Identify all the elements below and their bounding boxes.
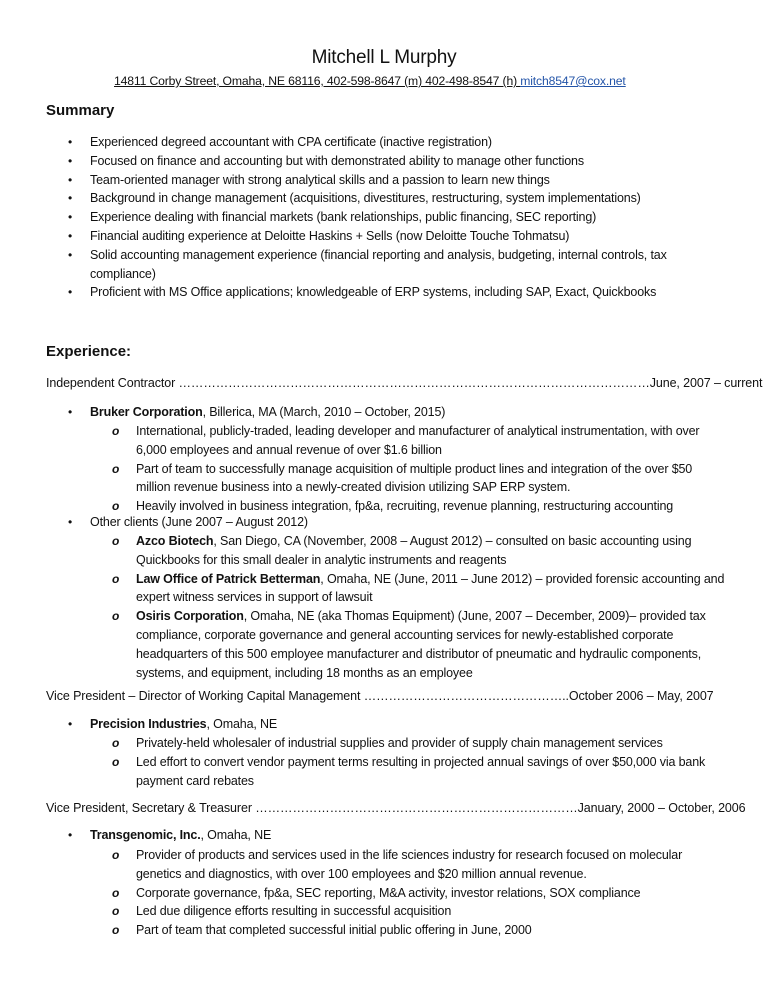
- detail-item: o Corporate governance, fp&a, SEC reporting, M&A activity, investor relations, SOX compliance: [90, 884, 726, 903]
- summary-item: • Focused on finance and accounting but with demonstrated ability to manage other functions: [46, 152, 726, 171]
- summary-item: • Experience dealing with financial markets (bank relationships, public financing, SEC reporting): [46, 208, 726, 227]
- summary-item: • Experienced degreed accountant with CPA certificate (inactive registration): [46, 133, 726, 152]
- client-entry: • Bruker Corporation, Billerica, MA (March, 2010 – October, 2015): [46, 403, 726, 422]
- company-entry: • Transgenomic, Inc., Omaha, NE: [46, 826, 726, 845]
- company-details: [90, 734, 726, 790]
- sub-bullet-icon: o: [112, 754, 120, 769]
- bullet-icon: •: [68, 247, 73, 262]
- company-name: Bruker Corporation: [90, 405, 203, 419]
- sub-bullet-icon: o: [112, 923, 120, 938]
- sub-bullet-icon: o: [112, 461, 120, 476]
- summary-list: [46, 133, 726, 302]
- summary-item: • Proficient with MS Office applications; knowledgeable of ERP systems, including SAP, Exact, Quickbooks: [46, 283, 726, 302]
- bullet-icon: •: [68, 135, 73, 149]
- detail-item: o Osiris Corporation, Omaha, NE (aka Thomas Equipment) (June, 2007 – December, 2009)– provided tax compliance, corporate governance and general accounting services for newly-established corporate headquarters of this 500 employee manufacturer and distributor of pneumatic and hydraulic components, systems, and equipment, including 18 months as an employee: [112, 609, 706, 680]
- company-name: Precision Industries: [90, 717, 207, 731]
- detail-item: o Part of team that completed successful initial public offering in June, 2000: [90, 921, 726, 940]
- bullet-icon: •: [68, 172, 73, 187]
- detail-item: o Provider of products and services used in the life sciences industry for research focused on molecular genetics and diagnostics, with over 100 employees and $20 million annual revenue.: [112, 848, 683, 881]
- bullet-icon: •: [68, 210, 73, 225]
- company-details: [90, 846, 726, 940]
- detail-item: o Azco Biotech, San Diego, CA (November, 2008 – August 2012) – consulted on basic accounting using Quickbooks for this small dealer in analytic instruments and reagents: [112, 534, 692, 567]
- detail-item: o Led effort to convert vendor payment terms resulting in projected annual savings of over $50,000 via bank payment card rebates: [112, 754, 706, 788]
- company-name: Azco Biotech: [136, 534, 214, 548]
- detail-item: o Heavily involved in business integration, fp&a, recruiting, revenue planning, restructuring accounting: [90, 497, 726, 516]
- job-title-line: Vice President, Secretary & Treasurer ……………………………………………………………………January, 2000 – October, 2006: [46, 801, 746, 815]
- bullet-icon: •: [68, 515, 73, 529]
- experience-heading: Experience:: [46, 343, 132, 360]
- job-title-line: Vice President – Director of Working Capital Management …………………………………………..October 2006 – May, 2007: [46, 689, 714, 703]
- sub-bullet-icon: o: [112, 609, 120, 624]
- company-name: Osiris Corporation: [136, 609, 244, 624]
- detail-item: o Law Office of Patrick Betterman, Omaha, NE (June, 2011 – June 2012) – provided forensic accounting and expert witness services in support of lawsuit: [112, 571, 725, 605]
- detail-item: o Led due diligence efforts resulting in successful acquisition: [90, 902, 726, 921]
- bullet-icon: •: [68, 191, 73, 206]
- bullet-icon: •: [68, 828, 73, 842]
- company-entry: • Precision Industries, Omaha, NE: [46, 715, 726, 734]
- sub-bullet-icon: o: [112, 736, 120, 750]
- summary-heading: Summary: [46, 102, 115, 119]
- client-entry: • Other clients (June 2007 – August 2012): [46, 513, 726, 532]
- detail-item: o International, publicly-traded, leading developer and manufacturer of analytical instrumentation, with over 6,000 employees and annual revenue of over $1.6 billion: [112, 424, 700, 457]
- bullet-icon: •: [68, 285, 73, 300]
- email-link[interactable]: mitch8547@cox.net: [520, 74, 626, 88]
- detail-item: o Part of team to successfully manage acquisition of multiple product lines and integration of the over $50 million revenue business into a newly-created division utilizing SAP ERP system.: [112, 461, 693, 495]
- contact-line: [114, 73, 734, 89]
- bullet-icon: •: [68, 153, 73, 168]
- sub-bullet-icon: o: [112, 885, 120, 900]
- company-name: Law Office of Patrick Betterman: [136, 571, 321, 586]
- sub-bullet-icon: o: [112, 848, 120, 862]
- sub-bullet-icon: o: [112, 424, 120, 438]
- sub-bullet-icon: o: [112, 904, 120, 919]
- job-title-line: Independent Contractor ……………………………………………………………………………………………………June, 2007 – current: [46, 376, 763, 390]
- bullet-icon: •: [68, 717, 73, 731]
- contact-address-phones: 14811 Corby Street, Omaha, NE 68116, 402-598-8647 (m) 402-498-8547 (h): [114, 74, 521, 88]
- summary-item: • Financial auditing experience at Deloitte Haskins + Sells (now Deloitte Touche Tohmatsu): [46, 227, 726, 246]
- sub-bullet-icon: o: [112, 534, 120, 548]
- bullet-icon: •: [68, 228, 73, 243]
- summary-item: • Background in change management (acquisitions, divestitures, restructuring, system implementations): [46, 189, 726, 208]
- summary-item: • Team-oriented manager with strong analytical skills and a passion to learn new things: [46, 171, 726, 190]
- detail-item: o Privately-held wholesaler of industrial supplies and provider of supply chain management services: [90, 734, 726, 753]
- candidate-name: Mitchell L Murphy: [311, 47, 457, 68]
- client-details: [90, 532, 726, 682]
- sub-bullet-icon: o: [112, 499, 120, 514]
- bullet-icon: •: [68, 405, 73, 419]
- summary-item: • Solid accounting management experience (financial reporting and analysis, budgeting, internal controls, tax compliance): [68, 247, 667, 281]
- sub-bullet-icon: o: [112, 571, 120, 586]
- company-name: Transgenomic, Inc.: [90, 828, 201, 842]
- client-details: [90, 422, 726, 516]
